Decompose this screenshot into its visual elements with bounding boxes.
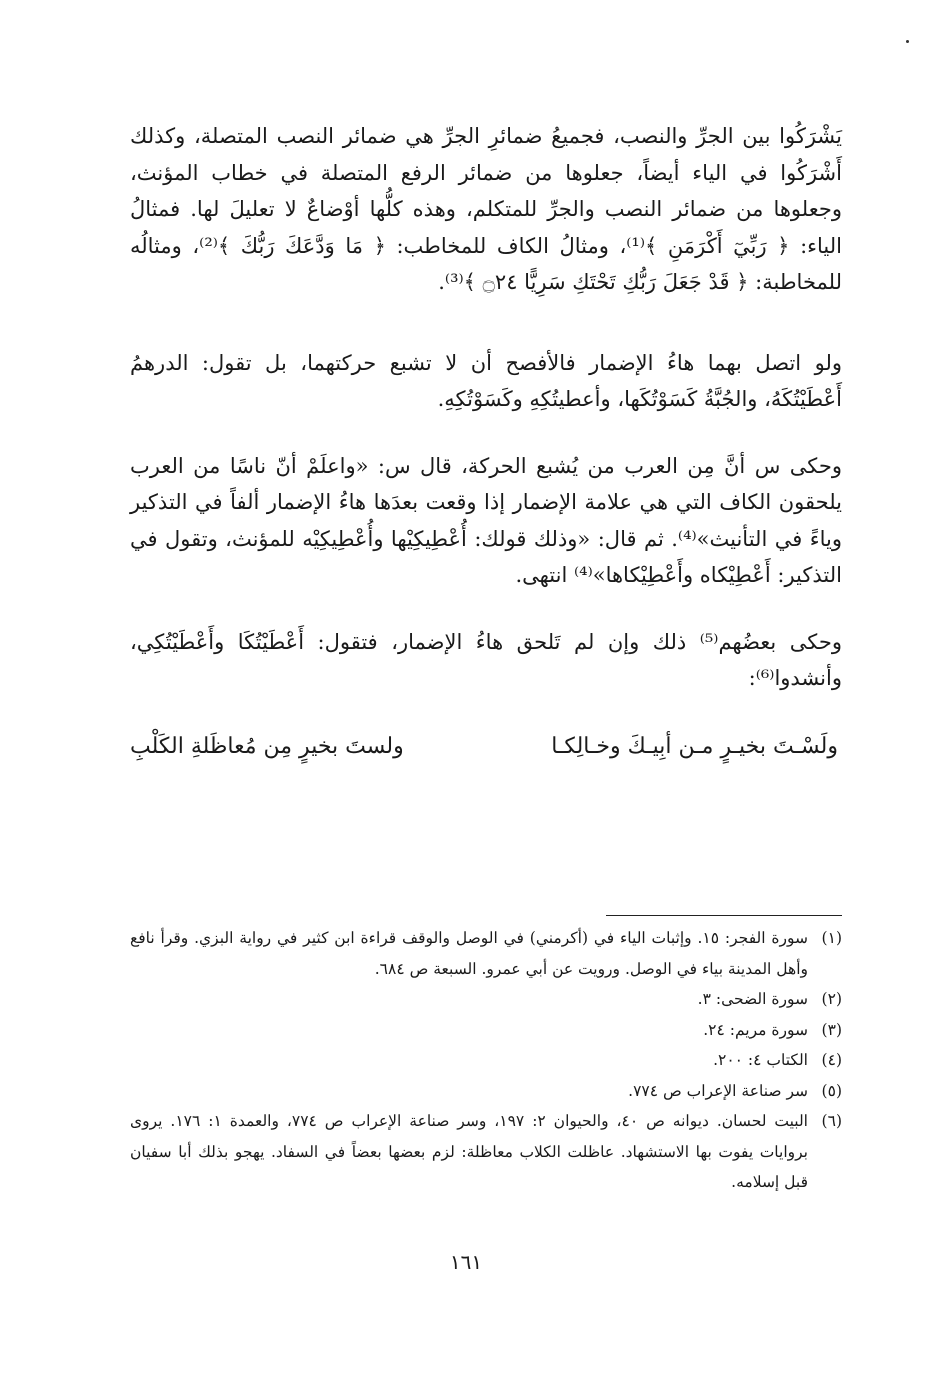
footnote-number: (٢) — [821, 990, 842, 1008]
footnote-area — [130, 0, 842, 1376]
paragraph-1: يَشْرَكُوا بين الجرِّ والنصب، فجميعُ ضمائرِ الجرِّ هي ضمائر النصب المتصلة، وكذلك أَشْرَكُوا في الياء أيضاً، جعلوها من ضمائر الرفع المتصلة في خطاب المؤنث، وجعلوها من ضمائر النصب والجرِّ للمتكلم، وهذه كلُّها أوْضاعٌ لا تعليلَ لها. فمثالُ الياء: ﴿ رَبِّيٓ أَكْرَمَنِ ﴾⁽¹⁾، ومثالُ الكاف للمخاطب: ﴿ مَا وَدَّعَكَ رَبُّكَ ﴾⁽²⁾، ومثالُه للمخاطبة: ﴿ قَدْ جَعَلَ رَبُّكِ تَحْتَكِ سَرِيًّا ۝٢٤ ﴾⁽³⁾. — [130, 124, 842, 294]
footnote-separator — [606, 915, 842, 916]
footnote-text: سورة مريم: ٢٤. — [703, 1020, 808, 1039]
page-mark-dot — [906, 40, 909, 43]
footnote-4 — [130, 1045, 842, 1076]
verse-second-hemistich: ولستَ بخيرٍ مِن مُعاظَلةِ الكَلْبِ — [130, 733, 404, 759]
footnote-number: (٦) — [821, 1112, 842, 1130]
footnote-number: (٣) — [821, 1020, 842, 1039]
page-number: ١٦١ — [449, 1250, 483, 1274]
footnote-5 — [130, 1076, 842, 1107]
paragraph-4: وحكى بعضُهم⁽⁵⁾ ذلك وإن لم تَلحق هاءُ الإضمار، فتقول: أَعْطَيْتُكَا وأَعْطَيْتُكِي، وأنشدوا⁽⁶⁾: — [130, 629, 842, 690]
footnotes-list — [130, 923, 842, 1198]
footnote-6 — [130, 1106, 842, 1198]
footnote-number: (٤) — [821, 1051, 842, 1069]
footnote-number: (١) — [821, 929, 842, 947]
footnote-text: البيت لحسان. ديوانه ص ٤٠، والحيوان ٢: ١٩٧، وسر صناعة الإعراب ص ٧٧٤، والعمدة ١: ١٧٦. يروى بروايات يفوت بها الاستشهاد. عاظلت الكلاب معاظلة: لزم بعضها بعضاً في السفاد. يهجو بذلك أبا سفيان قبل إسلامه. — [130, 1112, 808, 1191]
footnote-text: سورة الضحى: ٣. — [697, 990, 808, 1008]
footnote-text: سورة الفجر: ١٥. وإثبات الياء في (أكرمني) في الوصل والوقف قراءة ابن كثير في رواية البزي. وقرأ نافع وأهل المدينة بياء في الوصل. ورويت عن أبي عمرو. السبعة ص ٦٨٤. — [130, 929, 808, 978]
footnote-1 — [130, 923, 842, 984]
footnote-2 — [130, 984, 842, 1015]
footnote-text: سر صناعة الإعراب ص ٧٧٤. — [628, 1081, 808, 1100]
footnote-text: الكتاب ٤: ٢٠٠. — [713, 1051, 808, 1069]
paragraph-3: وحكى س أنَّ مِن العرب من يُشبع الحركة، قال س: «واعلَمْ أنّ ناسًا من العرب يلحقون الكاف التي هي علامة الإضمار إذا وقعت بعدَها هاءُ الإضمار ألفاً في التذكير وياءً في التأنيث»⁽⁴⁾. ثم قال: «وذلك قولك: أُعْطِيكِيْها وأُعْطِيكِيْه للمؤنث، وتقول في التذكير: أَعْطِيْكاه وأَعْطِيْكاها»⁽⁴⁾ انتهى. — [130, 453, 842, 587]
footnote-3 — [130, 1015, 842, 1046]
paragraph-2: ولو اتصل بهما هاءُ الإضمار فالأفصح أن لا تشبع حركتهما، بل تقول: الدرهمُ أَعْطَيْتُكَهُ، والجُبَّةُ كَسَوْتُكَها، وأعطيتُكِهِ وكَسَوْتُكِهِ. — [130, 350, 842, 411]
footnote-number: (٥) — [821, 1081, 842, 1100]
verse-first-hemistich: ولَسْـتَ بخيـرٍ مـن أبِيـكَ وخـالِكـا — [551, 733, 838, 759]
